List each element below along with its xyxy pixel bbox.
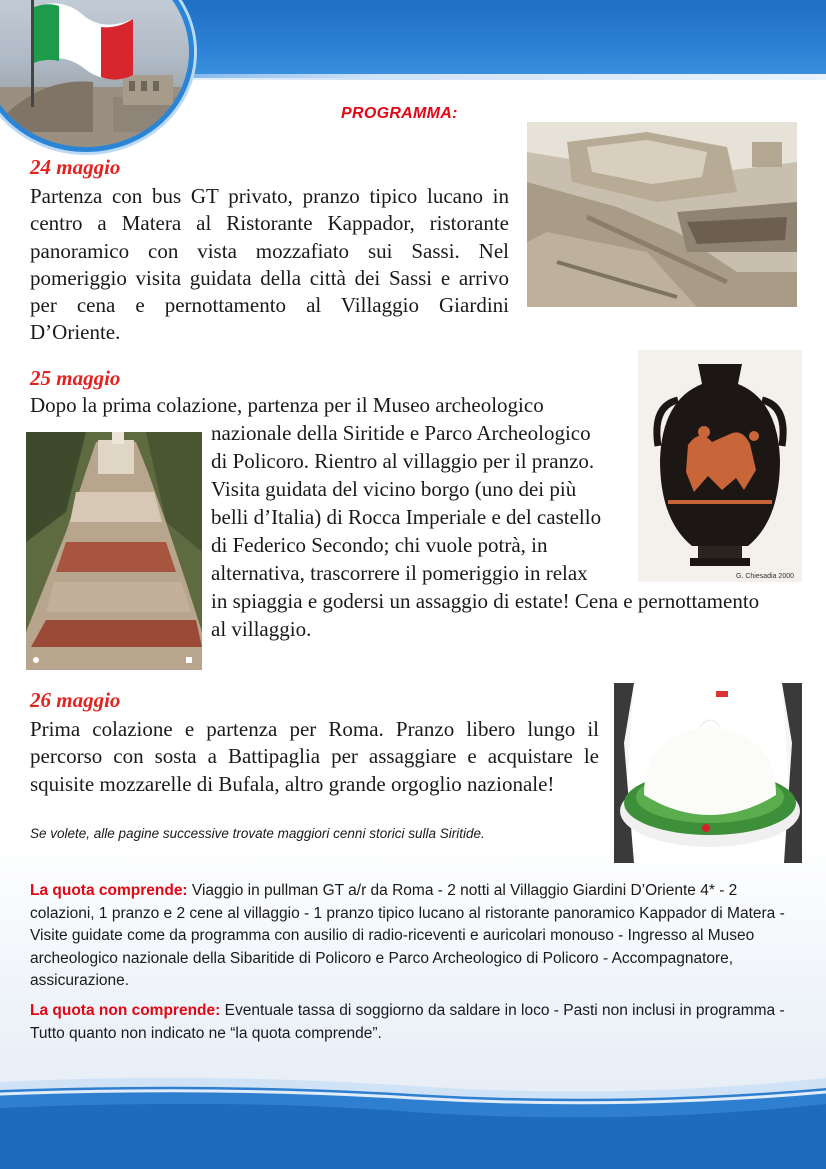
quota-non-comprende-label: La quota non comprende:: [30, 1002, 221, 1019]
day-2-line-1: Dopo la prima colazione, partenza per il Museo archeologico: [30, 393, 544, 417]
day-1-title: 24 maggio: [30, 155, 121, 179]
day-2-line-4: Visita guidata del vicino borgo (uno dei più: [211, 477, 577, 501]
day-2-line-8: in spiaggia e godersi un assaggio di estate! Cena e pernottamento: [211, 589, 760, 613]
day-2-line-3: di Policoro. Rientro al villaggio per il pranzo.: [211, 449, 595, 473]
greek-vase-photo: [638, 350, 802, 582]
quota-comprende: [30, 880, 800, 993]
day-2-title: 25 maggio: [30, 366, 121, 390]
matera-sassi-photo: [527, 122, 797, 307]
day-2-line-2: nazionale della Siritide e Parco Archeologico: [211, 421, 591, 445]
day-3-title: 26 maggio: [30, 688, 121, 712]
mozzarella-photo: [614, 683, 802, 863]
quota-non-comprende-text: Eventuale tassa di soggiorno da saldare in loco - Pasti non inclusi in programma - Tutto quanto non indicato ne “la quota comprende”.: [30, 1002, 785, 1042]
day-2-line-9: al villaggio.: [211, 617, 312, 641]
bottom-wave: [0, 1060, 826, 1169]
quota-non-comprende: [30, 1000, 800, 1045]
day-3-text: Prima colazione e partenza per Roma. Pranzo libero lungo il percorso con sosta a Battipaglia per assaggiare e acquistare le squisite mozzarelle di Bufala, altro grande orgoglio nazionale!: [30, 717, 599, 796]
quota-comprende-text: Viaggio in pullman GT a/r da Roma - 2 notti al Villaggio Giardini D’Oriente 4* - 2 colazioni, 1 pranzo e 2 cene al villaggio - 1 pranzo tipico lucano al ristorante panoramico Kappador di Matera - Visite guidate come da programma con ausilio di radio-riceventi e auricolari monouso - Ingresso al Museo archeologico nazionale della Sibaritide di Policoro e Parco Archeologico di Policoro - Accompagnatore, assicurazione.: [30, 882, 785, 989]
vase-credit: G. Chiesadia 2000: [736, 573, 794, 580]
day-1-text: Partenza con bus GT privato, pranzo tipico lucano in centro a Matera al Ristorante Kappador, ristorante panoramico con vista mozzafiato sui Sassi. Nel pomeriggio visita guidata della città dei Sassi e arrivo per cena e pernottamento al Villaggio Giardini D’Oriente.: [30, 184, 509, 345]
day-2-line-6: di Federico Secondo; chi vuole potrà, in: [211, 533, 548, 557]
italy-flag-logo: [0, 0, 194, 152]
day-2-line-7: alternativa, trascorrere il pomeriggio in relax: [211, 561, 588, 585]
day-2-line-5: belli d’Italia) di Rocca Imperiale e del castello: [211, 505, 602, 529]
program-heading: PROGRAMMA:: [341, 105, 458, 122]
siritide-note: Se volete, alle pagine successive trovate maggiori cenni storici sulla Siritide.: [30, 826, 485, 841]
rocca-imperiale-photo: [26, 432, 202, 670]
quota-comprende-label: La quota comprende:: [30, 882, 188, 899]
